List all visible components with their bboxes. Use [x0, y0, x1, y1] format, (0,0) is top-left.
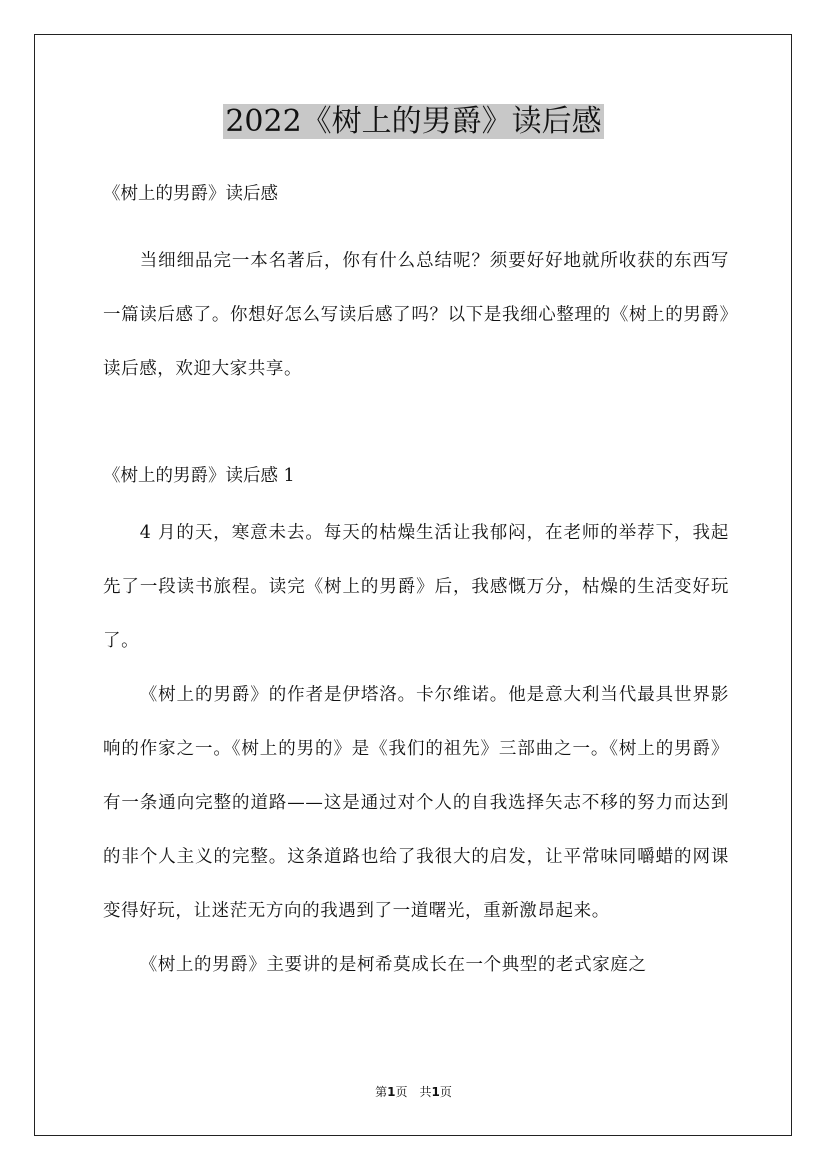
page-label-prefix: 第 [375, 1085, 388, 1099]
page-label-mid: 页 共 [395, 1085, 432, 1099]
body-paragraph-2: 《树上的男爵》的作者是伊塔洛。卡尔维诺。他是意大利当代最具世界影响的作家之一。《树上的男的》是《我们的祖先》三部曲之一。《树上的男爵》有一条通向完整的道路——这是通过对个人的自我选择矢志不移的努力而达到的非个人主义的完整。这条道路也给了我很大的启发，让平常味同嚼蜡的网课变得好玩，让迷茫无方向的我遇到了一道曙光，重新激昂起来。 [103, 685, 729, 921]
intro-paragraph: 当细细品完一本名著后，你有什么总结呢？须要好好地就所收获的东西写一篇读后感了。你想好怎么写读后感了吗？以下是我细心整理的《树上的男爵》读后感，欢迎大家共享。 [103, 251, 729, 379]
document-title [0, 100, 827, 144]
document-title-text: 2022《树上的男爵》读后感 [225, 104, 602, 139]
page-number: 1 [387, 1085, 396, 1099]
page-label-suffix: 页 [439, 1085, 452, 1099]
body-paragraph-3: 《树上的男爵》主要讲的是柯希莫成长在一个典型的老式家庭之 [139, 955, 647, 975]
page-footer [0, 1083, 827, 1101]
document-subtitle: 《树上的男爵》读后感 [103, 184, 278, 204]
body-paragraph-1: 4 月的天，寒意未去。每天的枯燥生活让我郁闷，在老师的举荐下，我起先了一段读书旅程。读完《树上的男爵》后，我感慨万分，枯燥的生活变好玩了。 [103, 523, 729, 651]
document-body [103, 176, 729, 992]
page-total: 1 [431, 1085, 440, 1099]
section-heading: 《树上的男爵》读后感 1 [103, 466, 295, 486]
